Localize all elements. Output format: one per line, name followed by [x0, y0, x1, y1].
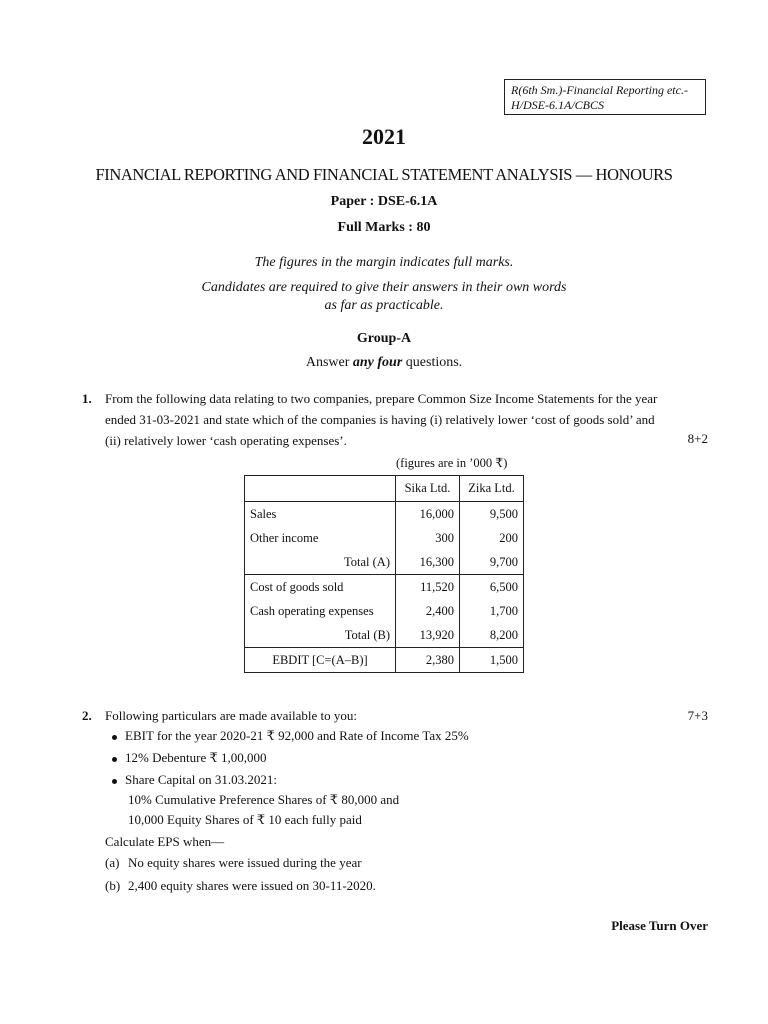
- instruction-line-2: Candidates are required to give their answers in their own words: [201, 280, 567, 295]
- table-cell: 200: [460, 526, 524, 550]
- table-cell: 1,500: [460, 648, 524, 673]
- part-a-label: (a): [105, 855, 120, 870]
- bullet-item: [112, 750, 267, 766]
- group-title: Group-A: [356, 331, 412, 346]
- part-a-text: No equity shares were issued during the year: [128, 855, 362, 870]
- table-row: [245, 502, 524, 527]
- answer-instruction: [0, 355, 768, 371]
- table-cell: 16,000: [396, 502, 460, 527]
- table-row: [245, 575, 524, 600]
- table-cell: 8,200: [460, 623, 524, 648]
- question-2-number: 2.: [82, 708, 92, 723]
- table-cell: Total (B): [245, 623, 396, 648]
- instruction-line-1: The figures in the margin indicates full marks.: [254, 255, 514, 270]
- instruction-line-3: as far as practicable.: [324, 298, 444, 313]
- bullet-text: 12% Debenture ₹ 1,00,000: [125, 750, 267, 765]
- paper-code-line-2: H/DSE-6.1A/CBCS: [511, 98, 604, 112]
- bullet-dot-icon: [112, 735, 117, 740]
- paper-label: Paper : DSE-6.1A: [330, 194, 438, 209]
- table-header-cell: Zika Ltd.: [460, 476, 524, 502]
- bullet-dot-icon: [112, 757, 117, 762]
- table-cell: 9,700: [460, 550, 524, 575]
- table-cell: 6,500: [460, 575, 524, 600]
- table-header-cell: Sika Ltd.: [396, 476, 460, 502]
- bullet-item: [112, 728, 469, 744]
- question-1-line-2: ended 31-03-2021 and state which of the companies is having (i) relatively lower ‘cost of goods sold’ and: [105, 412, 655, 427]
- table-cell: 11,520: [396, 575, 460, 600]
- figures-note: (figures are in ’000 ₹): [396, 456, 508, 470]
- question-2-marks: 7+3: [687, 708, 708, 723]
- share-line-2: 10,000 Equity Shares of ₹ 10 each fully paid: [128, 812, 362, 827]
- calculate-instruction: Calculate EPS when—: [105, 834, 225, 849]
- question-1-number: 1.: [82, 391, 92, 406]
- bullet-dot-icon: [112, 779, 117, 784]
- exam-title: FINANCIAL REPORTING AND FINANCIAL STATEMENT ANALYSIS — HONOURS: [95, 165, 673, 184]
- table-cell: 9,500: [460, 502, 524, 527]
- table-row: [245, 550, 524, 575]
- company-data-table: [244, 475, 524, 673]
- answer-emphasis: any four: [352, 355, 403, 370]
- bullet-item: [112, 772, 277, 788]
- table-cell: 300: [396, 526, 460, 550]
- question-1-line-3: (ii) relatively lower ‘cash operating expenses’.: [105, 433, 347, 448]
- share-line-1: 10% Cumulative Preference Shares of ₹ 80,000 and: [128, 792, 400, 807]
- question-2-intro: Following particulars are made available to you:: [105, 708, 357, 723]
- answer-prefix: Answer: [305, 355, 353, 370]
- answer-suffix: questions.: [402, 355, 463, 370]
- part-b-text: 2,400 equity shares were issued on 30-11-2020.: [128, 878, 376, 893]
- table-row: [245, 599, 524, 623]
- table-header-cell: [245, 476, 396, 502]
- table-cell: 2,380: [396, 648, 460, 673]
- question-1-marks: 8+2: [687, 431, 708, 446]
- table-cell: EBDIT [C=(A–B)]: [245, 648, 396, 673]
- table-cell: Other income: [245, 526, 396, 550]
- table-cell: Cash operating expenses: [245, 599, 396, 623]
- please-turn-over: Please Turn Over: [611, 918, 708, 933]
- bullet-text: EBIT for the year 2020-21 ₹ 92,000 and Rate of Income Tax 25%: [125, 728, 469, 743]
- full-marks: Full Marks : 80: [337, 220, 431, 235]
- part-b-label: (b): [105, 878, 121, 893]
- table-row: [245, 526, 524, 550]
- question-1-line-1: From the following data relating to two companies, prepare Common Size Income Statements for the year: [105, 391, 658, 406]
- table-row: [245, 648, 524, 673]
- table-row: [245, 623, 524, 648]
- table-cell: Cost of goods sold: [245, 575, 396, 600]
- table-cell: 1,700: [460, 599, 524, 623]
- bullet-text: Share Capital on 31.03.2021:: [125, 772, 278, 787]
- table-cell: 16,300: [396, 550, 460, 575]
- table-cell: 2,400: [396, 599, 460, 623]
- exam-year: 2021: [362, 124, 406, 149]
- table-cell: 13,920: [396, 623, 460, 648]
- table-cell: Sales: [245, 502, 396, 527]
- table-header-row: [245, 476, 524, 502]
- table-cell: Total (A): [245, 550, 396, 575]
- paper-code-box: [504, 79, 706, 115]
- paper-code-line-1: R(6th Sm.)-Financial Reporting etc.-: [511, 83, 688, 97]
